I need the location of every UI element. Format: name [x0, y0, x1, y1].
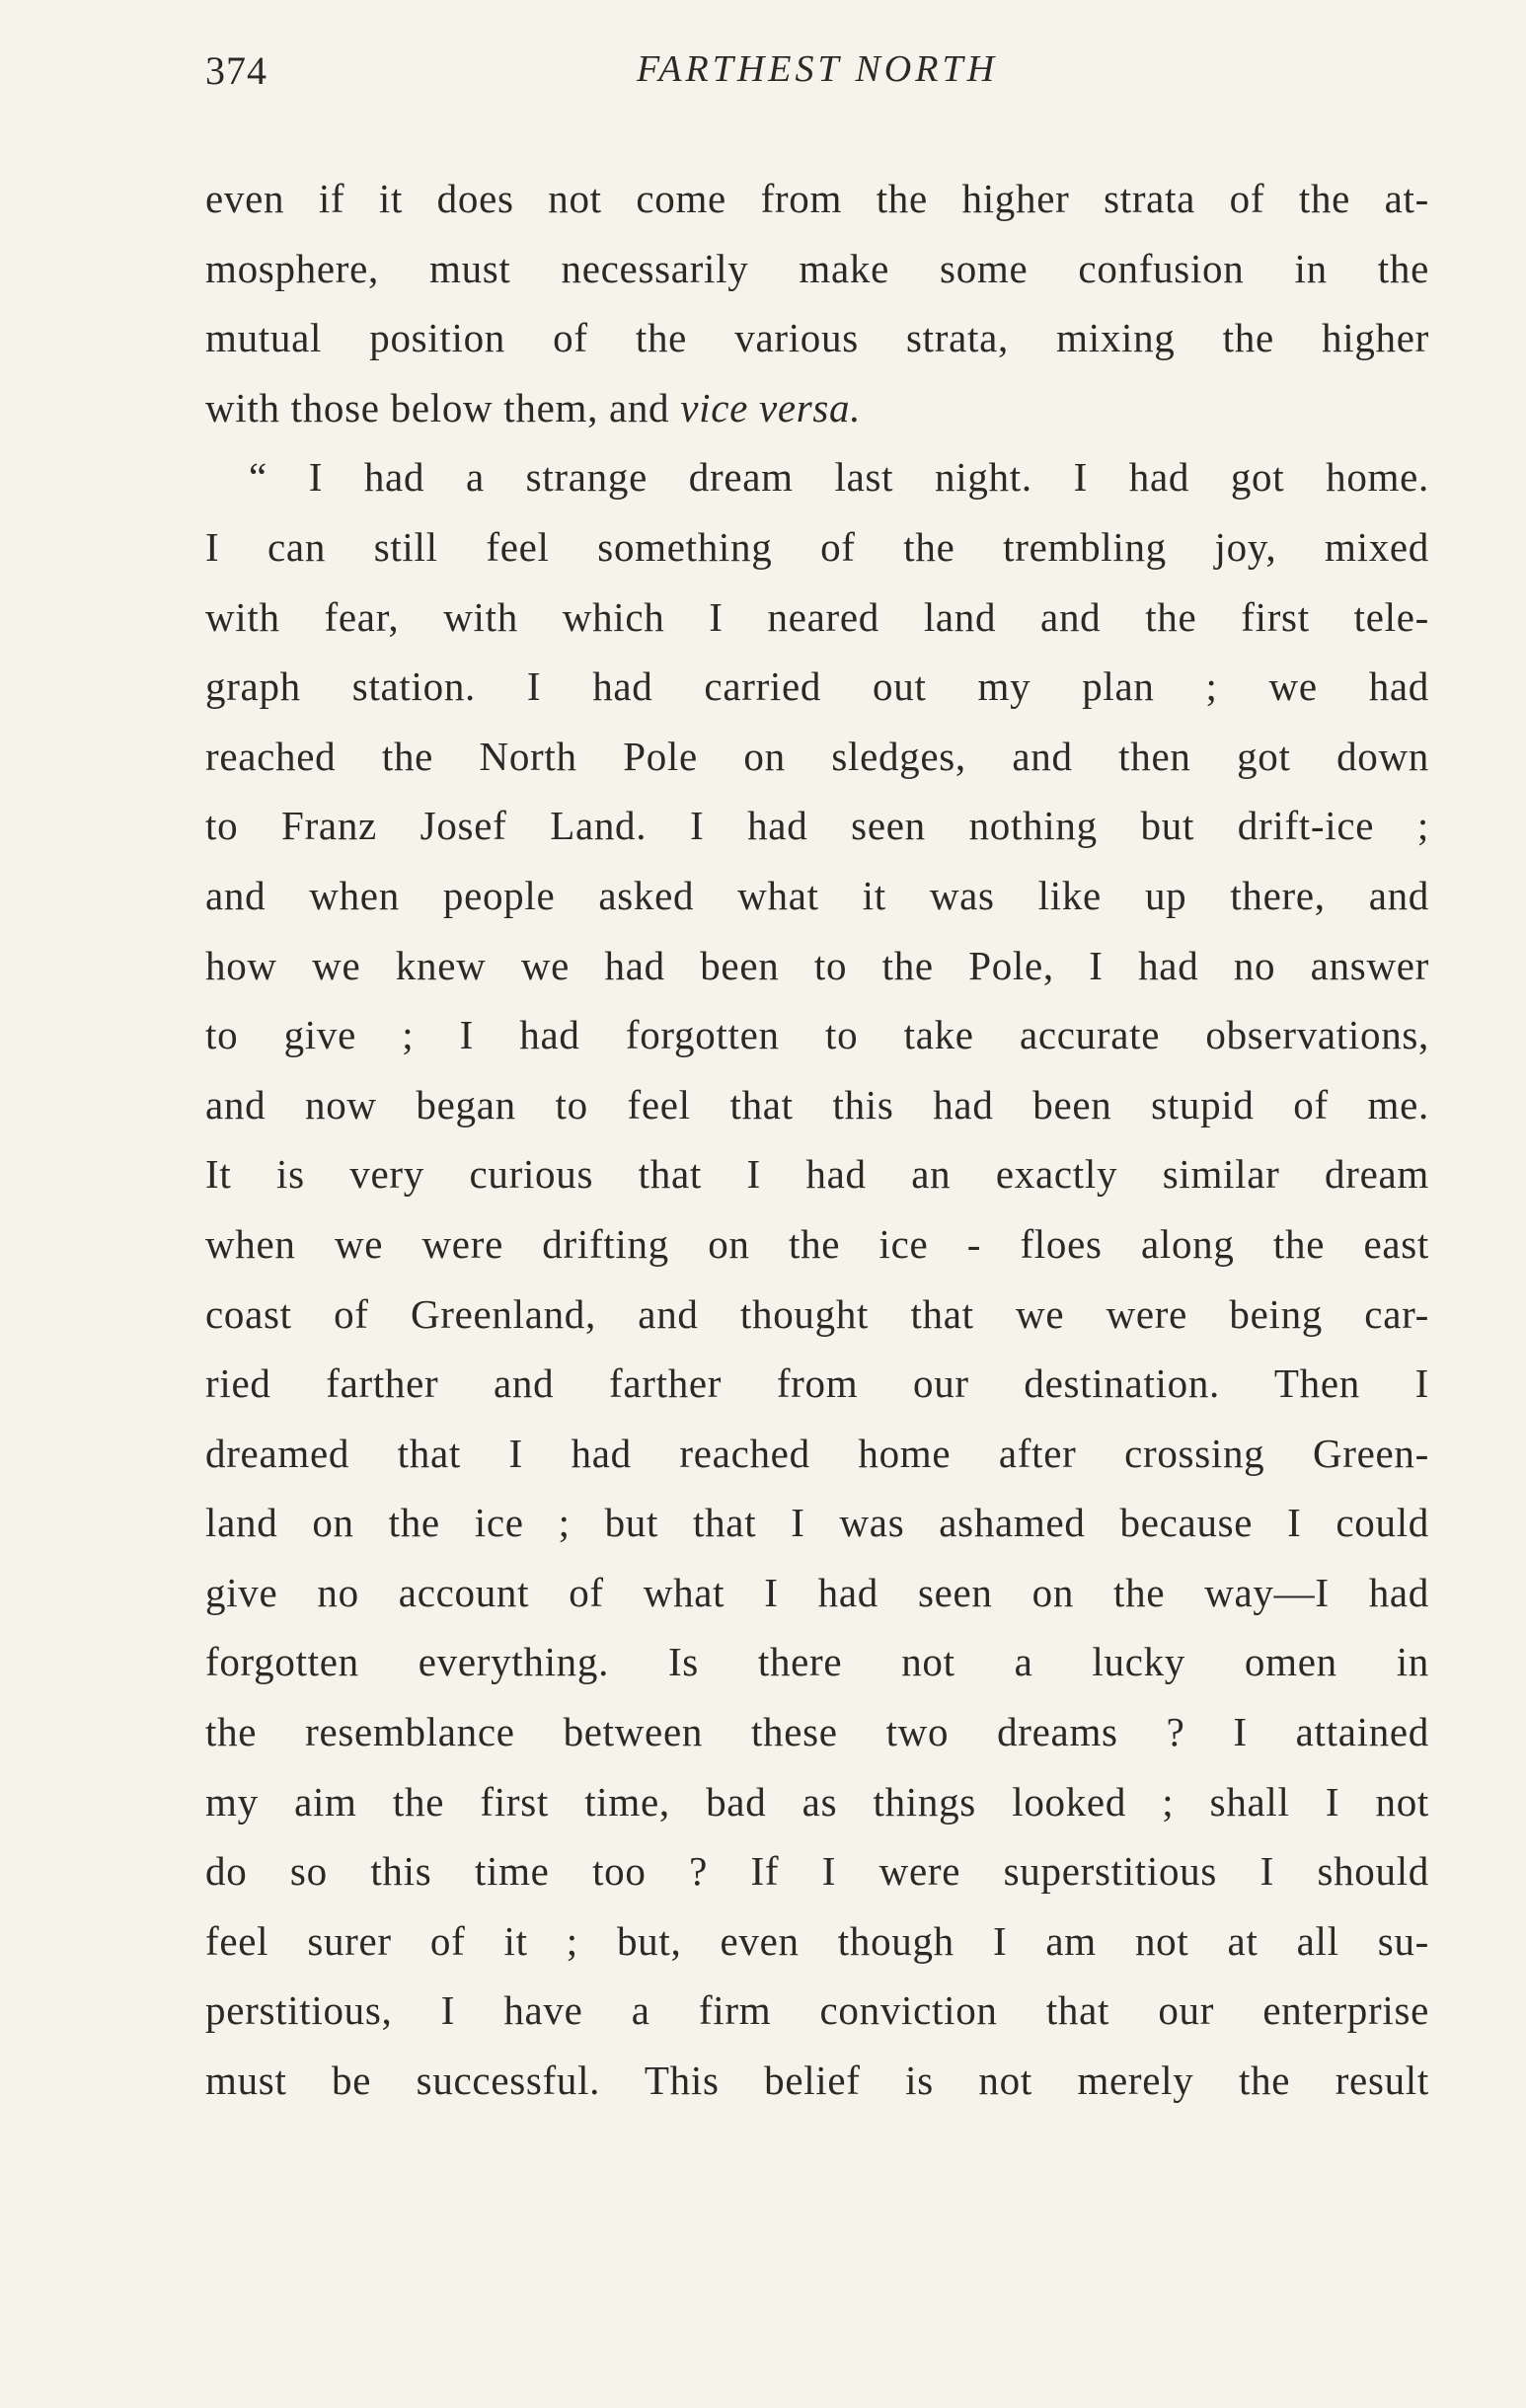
text-line: feel surer of it ; but, even though I am not at all su- [205, 1917, 1429, 1964]
text-line: coast of Greenland, and thought that we were being car- [205, 1290, 1429, 1337]
text-line: ried farther and farther from our destination. Then I [205, 1360, 1429, 1407]
text-fragment: with those below them, and [205, 384, 681, 430]
text-line: reached the North Pole on sledges, and then got down [205, 733, 1429, 779]
text-line: and now began to feel that this had been stupid of me. [205, 1081, 1429, 1127]
text-line: perstitious, I have a firm conviction that our enterprise [205, 1987, 1429, 2034]
paragraph-start-line: “ I had a strange dream last night. I had got home. [249, 454, 1429, 501]
text-line: give no account of what I had seen on the way—I had [205, 1569, 1429, 1615]
text-line: to Franz Josef Land. I had seen nothing but drift-ice ; [205, 803, 1429, 849]
text-line: how we knew we had been to the Pole, I had no answer [205, 942, 1429, 988]
text-line: with fear, with which I neared land and the first tele- [205, 593, 1429, 640]
italic-phrase: vice versa. [680, 384, 862, 430]
text-line: land on the ice ; but that I was ashamed because I could [205, 1500, 1429, 1546]
text-line: and when people asked what it was like up there, and [205, 872, 1429, 918]
text-line: to give ; I had forgotten to take accurate observations, [205, 1012, 1429, 1058]
text-line: mutual position of the various strata, mixing the higher [205, 315, 1429, 361]
text-line: my aim the first time, bad as things looked ; shall I not [205, 1778, 1429, 1825]
text-line: I can still feel something of the trembling joy, mixed [205, 523, 1429, 570]
text-line: even if it does not come from the higher strata of the at- [205, 176, 1429, 221]
text-line: the resemblance between these two dreams ? I attained [205, 1709, 1429, 1755]
text-line: do so this time too ? If I were superstitious I should [205, 1848, 1429, 1895]
text-line: when we were drifting on the ice - floes along the east [205, 1220, 1429, 1267]
text-line: dreamed that I had reached home after crossing Green- [205, 1430, 1429, 1476]
text-line [205, 373, 1429, 443]
running-title: FARTHEST NORTH [636, 48, 999, 90]
text-line: mosphere, must necessarily make some confusion in the [205, 245, 1429, 291]
body-text [205, 164, 1429, 2116]
text-line: must be successful. This belief is not merely the result [205, 2058, 1429, 2104]
text-line: It is very curious that I had an exactly similar dream [205, 1151, 1429, 1198]
running-head [205, 47, 1429, 107]
text-line: graph station. I had carried out my plan ; we had [205, 663, 1429, 710]
page-number: 374 [205, 48, 267, 93]
text-line: forgotten everything. Is there not a lucky omen in [205, 1639, 1429, 1685]
